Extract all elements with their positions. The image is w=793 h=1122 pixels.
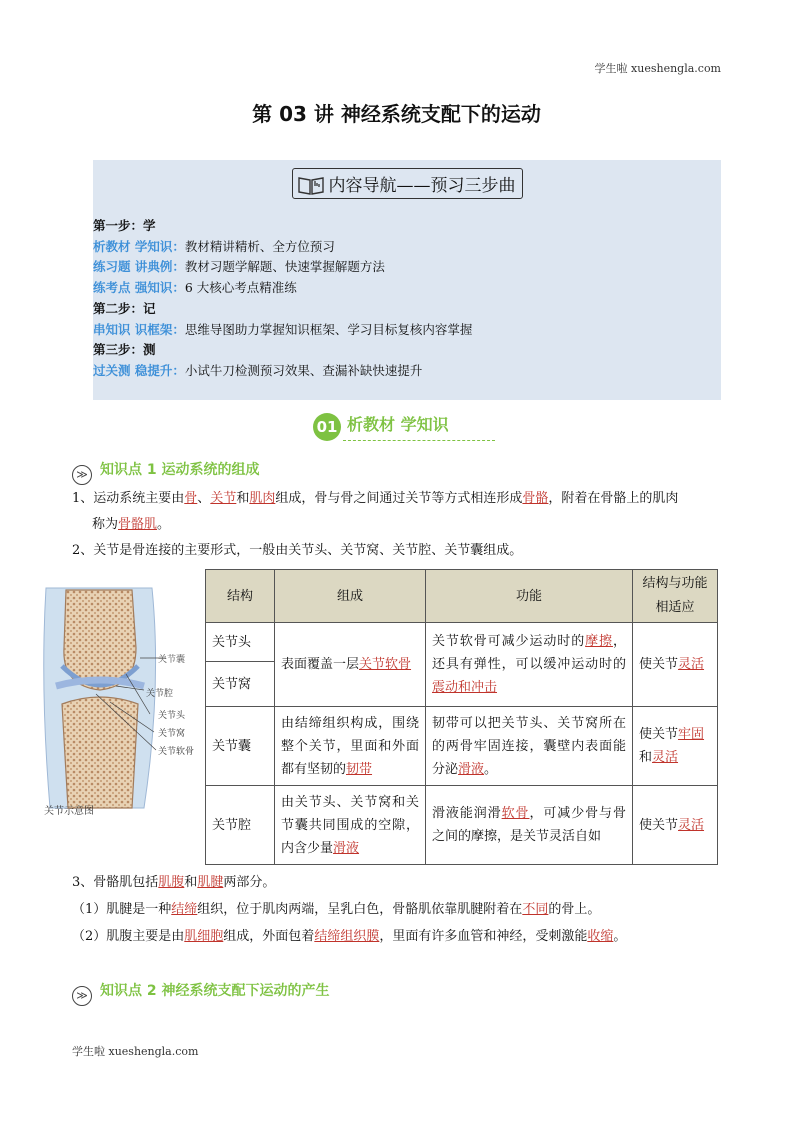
joint-table: [205, 569, 718, 865]
section-title: 析教材 学知识: [347, 415, 449, 434]
label-joint-socket: 关节窝: [158, 729, 186, 739]
paragraph-5: （2）肌腹主要是由肌细胞组成，外面包着结缔组织膜，里面有许多血管和神经，受刺激能收缩。: [72, 929, 627, 944]
paragraph-3: 3、骨骼肌包括肌腹和肌腱两部分。: [72, 875, 276, 890]
paragraph-4: （1）肌腱是一种结缔组织，位于肌肉两端，呈乳白色，骨骼肌依靠肌腱附着在不同的骨上。: [72, 902, 601, 917]
nav-item: 串知识 识框架：思维导图助力掌握知识框架、学习目标复核内容掌握: [93, 321, 473, 337]
joint-illustration: [36, 578, 204, 818]
double-chevron-icon: ≫: [72, 465, 92, 485]
figure-caption: 关节示意图: [44, 806, 94, 817]
header-function: 功能: [426, 570, 633, 623]
nav-item: 析教材 学知识：教材精讲精析、全方位预习: [93, 238, 335, 254]
section-underline: [343, 440, 495, 441]
section-number: 01: [313, 413, 341, 441]
table-header-row: [206, 570, 718, 623]
header-composition: 组成: [275, 570, 426, 623]
table-row: 关节腔 由关节头、关节窝和关节囊共同围成的空隙，内含少量滑液 滑液能润滑软骨，可减少骨与骨之间的摩擦，是关节灵活自如 使关节灵活: [206, 786, 718, 865]
double-chevron-icon: ≫: [72, 986, 92, 1006]
joint-diagram: [36, 578, 204, 818]
paragraph-2: 2、关节是骨连接的主要形式，一般由关节头、关节窝、关节腔、关节囊组成。: [72, 543, 523, 558]
label-joint-cavity: 关节腔: [146, 689, 174, 699]
nav-lines: [93, 216, 472, 382]
kp2-title: 知识点 2 神经系统支配下运动的产生: [100, 983, 330, 999]
nav-item: 练考点 强知识：6 大核心考点精准练: [93, 280, 297, 296]
book-hand-icon: [297, 175, 325, 195]
nav-step1: 第一步：学: [93, 218, 156, 233]
kp1-title: 知识点 1 运动系统的组成: [100, 462, 260, 478]
knowledge-point-2: [72, 980, 330, 1006]
header-structure: 结构: [206, 570, 275, 623]
nav-item: 过关测 稳提升：小试牛刀检测预习效果、查漏补缺快速提升: [93, 362, 423, 378]
table-row: 关节窝: [206, 662, 718, 707]
label-joint-capsule: 关节囊: [158, 655, 186, 665]
nav-title-text: 内容导航——预习三步曲: [328, 176, 516, 196]
page-title: 第 03 讲 神经系统支配下的运动: [252, 102, 541, 126]
table-row: 关节囊 由结缔组织构成，围绕整个关节，里面和外面都有坚韧的韧带 韧带可以把关节头、关节窝所在的两骨牢固连接，囊壁内表面能分泌滑液。 使关节牢固 和灵活: [206, 707, 718, 786]
nav-item: 练习题 讲典例：教材习题学解题、快速掌握解题方法: [93, 259, 385, 275]
header-adaptation: 结构与功能相适应: [633, 570, 718, 623]
table-row: 关节头 表面覆盖一层关节软骨 关节软骨可减少运动时的摩擦，还具有弹性，可以缓冲运动时的震动和冲击 使关节灵活: [206, 623, 718, 662]
footer-site: 学生啦 xueshengla.com: [72, 1045, 199, 1058]
section-heading: [313, 412, 449, 441]
label-joint-head: 关节头: [158, 711, 186, 721]
paragraph-1: 1、运动系统主要由骨、关节和肌肉组成，骨与骨之间通过关节等方式相连形成骨骼，附着在骨骼上的肌肉 称为骨骼肌。: [72, 491, 679, 532]
nav-step2: 第二步：记: [93, 300, 156, 316]
header-site: 学生啦 xueshengla.com: [594, 62, 721, 75]
nav-title: [93, 168, 721, 199]
knowledge-point-1: [72, 459, 260, 485]
navigation-box: [93, 160, 721, 400]
label-joint-cartilage: 关节软骨: [158, 747, 195, 757]
nav-step3: 第三步：测: [93, 342, 156, 358]
